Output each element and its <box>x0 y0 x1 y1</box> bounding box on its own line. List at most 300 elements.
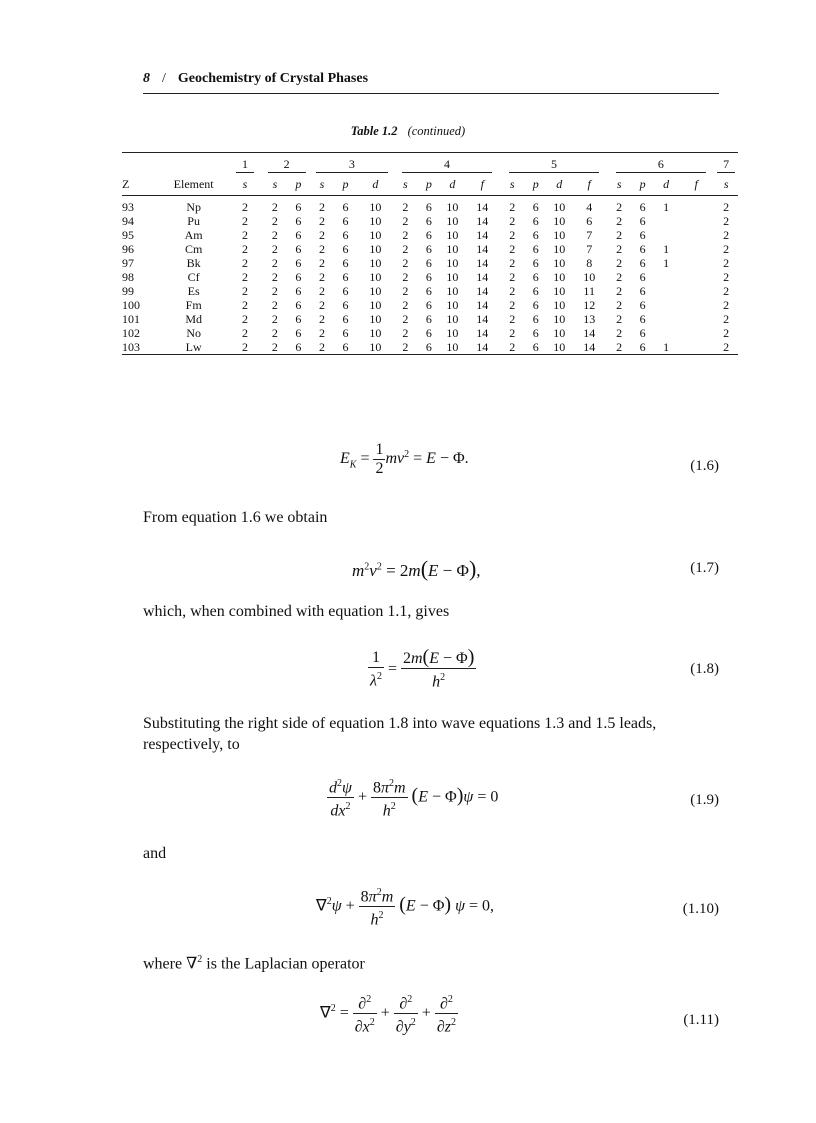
electron-count-cell: 2 <box>509 298 516 312</box>
electron-count-cell: 6 <box>295 298 302 312</box>
electron-count-cell: 2 <box>402 284 409 298</box>
electron-count-cell: 2 <box>723 270 730 284</box>
shell-header-row <box>122 153 738 173</box>
equation-1-10: ∇$^2$ψ + $\frac{8\pi^2m}{h^2}$ (E − Φ) ψ = 0, <box>316 884 494 930</box>
electron-count-cell: 6 <box>532 340 539 354</box>
electron-count-cell: 2 <box>509 312 516 326</box>
electron-count-cell: 2 <box>402 270 409 284</box>
electron-count-cell: 14 <box>476 256 489 270</box>
table-row <box>122 242 738 256</box>
electron-count-cell: 2 <box>271 298 278 312</box>
electron-count-cell: 6 <box>425 284 432 298</box>
electron-count-cell: 2 <box>723 228 730 242</box>
electron-count-cell: 14 <box>476 284 489 298</box>
element-cell: No <box>186 326 201 340</box>
paragraph-text: where ∇ <box>143 955 198 973</box>
orbital-label: f <box>480 177 484 191</box>
orbital-label: d <box>449 177 456 191</box>
electron-count-cell: 10 <box>446 256 459 270</box>
electron-count-cell: 2 <box>402 228 409 242</box>
table-row <box>122 340 738 355</box>
table-body <box>122 200 738 355</box>
orbital-label: d <box>372 177 379 191</box>
atomic-number-cell: 98 <box>122 270 134 284</box>
electron-count-cell: 1 <box>663 256 670 270</box>
electron-count-cell: 2 <box>616 326 623 340</box>
electron-count-cell <box>678 340 714 355</box>
equation-number: (1.7) <box>690 560 719 576</box>
equation-1-9: $\frac{d^2\psi}{dx^2}$ + $\frac{8\pi^2m}{h^2}$ (E − Φ)ψ = 0 <box>327 775 498 821</box>
electron-count-cell: 2 <box>616 298 623 312</box>
element-cell: Es <box>187 284 200 298</box>
electron-count-cell: 2 <box>509 214 516 228</box>
electron-count-cell: 6 <box>639 200 646 214</box>
electron-count-cell: 2 <box>318 298 325 312</box>
orbital-label: p <box>532 177 539 191</box>
electron-count-cell <box>678 270 714 284</box>
electron-count-cell: 14 <box>476 326 489 340</box>
electron-count-cell: 6 <box>425 228 432 242</box>
shell-label: 1 <box>236 157 254 173</box>
element-cell: Cf <box>187 270 200 284</box>
header-separator: / <box>162 71 166 86</box>
orbital-label: s <box>723 177 729 191</box>
element-cell: Fm <box>185 298 202 312</box>
electron-count-cell: 6 <box>295 228 302 242</box>
electron-count-cell: 10 <box>553 270 566 284</box>
electron-count-cell: 2 <box>723 298 730 312</box>
atomic-number-cell: 100 <box>122 298 140 312</box>
orbital-label: s <box>509 177 515 191</box>
electron-count-cell: 2 <box>241 270 248 284</box>
electron-count-cell <box>654 326 678 340</box>
electron-count-cell: 2 <box>616 200 623 214</box>
electron-count-cell: 6 <box>639 270 646 284</box>
electron-count-cell: 7 <box>586 228 593 242</box>
electron-count-cell <box>678 326 714 340</box>
electron-count-cell: 10 <box>369 242 382 256</box>
electron-count-cell <box>678 312 714 326</box>
electron-count-cell: 2 <box>509 340 516 354</box>
electron-count-cell: 6 <box>342 256 349 270</box>
electron-count-cell: 6 <box>532 228 539 242</box>
electron-count-cell: 2 <box>723 284 730 298</box>
electron-count-cell: 1 <box>663 200 670 214</box>
electron-count-cell: 2 <box>241 214 248 228</box>
electron-count-cell: 6 <box>342 214 349 228</box>
electron-count-cell: 2 <box>616 270 623 284</box>
electron-count-cell <box>678 284 714 298</box>
electron-count-cell: 6 <box>639 228 646 242</box>
electron-count-cell: 6 <box>295 242 302 256</box>
orbital-label: p <box>639 177 646 191</box>
electron-count-cell: 2 <box>616 284 623 298</box>
electron-count-cell: 2 <box>271 270 278 284</box>
electron-count-cell: 6 <box>295 340 302 354</box>
atomic-number-cell: 102 <box>122 326 140 340</box>
electron-count-cell <box>654 214 678 228</box>
electron-count-cell: 2 <box>616 242 623 256</box>
electron-count-cell <box>678 228 714 242</box>
equation-1-11: ∇$^2$ = $\frac{\partial^2}{\partial x^2}$ + $\frac{\partial^2}{\partial y^2}$ + $\frac{\partial^2}{\partial z^2}$ <box>320 991 458 1037</box>
electron-count-cell: 2 <box>616 214 623 228</box>
electron-count-cell <box>678 256 714 270</box>
electron-count-cell: 2 <box>616 312 623 326</box>
electron-count-cell: 6 <box>342 200 349 214</box>
electron-count-cell: 10 <box>369 270 382 284</box>
electron-count-cell: 6 <box>342 340 349 354</box>
electron-count-cell: 6 <box>425 270 432 284</box>
equation-1-6: $E_K$ = $\frac{1}{2}$ $mv^2 = E - \Phi$. <box>340 441 469 477</box>
atomic-number-cell: 103 <box>122 340 140 354</box>
electron-count-cell: 10 <box>369 228 382 242</box>
electron-count-cell: 6 <box>342 312 349 326</box>
electron-count-cell: 10 <box>553 200 566 214</box>
orbital-label: s <box>319 177 325 191</box>
electron-count-cell: 2 <box>723 340 730 354</box>
electron-count-cell: 2 <box>271 312 278 326</box>
electron-count-cell: 10 <box>446 242 459 256</box>
col-z-header: Z <box>122 177 130 191</box>
orbital-label: d <box>556 177 563 191</box>
table-row <box>122 298 738 312</box>
element-cell: Cm <box>184 242 203 256</box>
electron-count-cell: 6 <box>425 312 432 326</box>
equation-1-8: $\frac{1}{\lambda^2}$ = $\frac{2m(E - \Phi)}{h^2}$ <box>370 646 475 691</box>
electron-count-cell: 1 <box>663 340 670 354</box>
electron-count-cell: 10 <box>446 270 459 284</box>
electron-count-cell <box>654 228 678 242</box>
atomic-number-cell: 97 <box>122 256 134 270</box>
electron-count-cell: 2 <box>271 200 278 214</box>
equation-number: (1.8) <box>690 661 719 677</box>
electron-count-cell: 2 <box>402 312 409 326</box>
electron-count-cell: 2 <box>509 200 516 214</box>
orbital-header-row <box>122 173 738 196</box>
table-caption <box>0 124 816 139</box>
electron-count-cell: 6 <box>342 326 349 340</box>
electron-count-cell: 6 <box>342 270 349 284</box>
electron-count-cell: 6 <box>532 312 539 326</box>
electron-count-cell: 10 <box>553 312 566 326</box>
electron-count-cell: 10 <box>369 312 382 326</box>
electron-count-cell: 2 <box>241 340 248 354</box>
element-cell: Md <box>185 312 202 326</box>
electron-count-cell: 2 <box>241 284 248 298</box>
electron-count-cell: 6 <box>295 256 302 270</box>
electron-count-cell: 14 <box>476 228 489 242</box>
electron-configuration-table <box>122 152 738 355</box>
col-element-header: Element <box>173 177 214 191</box>
electron-count-cell: 2 <box>318 340 325 354</box>
electron-count-cell: 6 <box>532 298 539 312</box>
electron-count-cell: 14 <box>476 200 489 214</box>
electron-count-cell: 6 <box>532 214 539 228</box>
atomic-number-cell: 93 <box>122 200 134 214</box>
electron-count-cell: 10 <box>446 312 459 326</box>
element-cell: Lw <box>185 340 202 354</box>
electron-count-cell: 6 <box>532 256 539 270</box>
electron-count-cell: 10 <box>553 242 566 256</box>
electron-count-cell: 2 <box>318 228 325 242</box>
electron-count-cell: 2 <box>271 214 278 228</box>
orbital-label: p <box>295 177 302 191</box>
electron-count-cell: 2 <box>723 242 730 256</box>
paragraph-text: is the Laplacian operator <box>202 955 365 973</box>
electron-count-cell: 2 <box>318 326 325 340</box>
electron-count-cell: 10 <box>446 284 459 298</box>
electron-count-cell <box>654 312 678 326</box>
electron-count-cell: 14 <box>476 270 489 284</box>
paragraph <box>143 949 719 974</box>
electron-count-cell: 6 <box>295 326 302 340</box>
electron-count-cell: 10 <box>553 214 566 228</box>
electron-count-cell: 2 <box>318 242 325 256</box>
electron-count-cell: 7 <box>586 242 593 256</box>
electron-count-cell <box>678 200 714 214</box>
electron-count-cell: 10 <box>553 326 566 340</box>
electron-count-cell: 6 <box>342 298 349 312</box>
electron-count-cell: 14 <box>583 340 596 354</box>
table-row <box>122 326 738 340</box>
electron-count-cell: 2 <box>509 270 516 284</box>
electron-count-cell: 10 <box>446 214 459 228</box>
table-row <box>122 284 738 298</box>
electron-count-cell <box>654 284 678 298</box>
electron-count-cell: 2 <box>616 228 623 242</box>
electron-count-cell: 2 <box>271 284 278 298</box>
electron-count-cell <box>654 270 678 284</box>
table-row <box>122 312 738 326</box>
electron-count-cell: 2 <box>723 326 730 340</box>
electron-count-cell: 2 <box>723 214 730 228</box>
electron-count-cell: 2 <box>402 214 409 228</box>
orbital-label: s <box>272 177 278 191</box>
electron-count-cell: 10 <box>369 256 382 270</box>
electron-count-cell: 4 <box>586 200 593 214</box>
electron-count-cell: 2 <box>318 200 325 214</box>
electron-count-cell: 2 <box>509 284 516 298</box>
electron-count-cell: 2 <box>723 312 730 326</box>
electron-count-cell: 2 <box>509 326 516 340</box>
paragraph: and <box>143 845 167 862</box>
electron-count-cell: 2 <box>616 256 623 270</box>
equation-number: (1.6) <box>690 458 719 474</box>
electron-count-cell: 6 <box>586 214 593 228</box>
table-row <box>122 270 738 284</box>
electron-count-cell: 10 <box>369 298 382 312</box>
electron-count-cell: 2 <box>402 340 409 354</box>
electron-count-cell: 6 <box>639 312 646 326</box>
electron-count-cell: 12 <box>583 298 596 312</box>
electron-count-cell: 10 <box>553 340 566 354</box>
electron-count-cell: 2 <box>402 298 409 312</box>
atomic-number-cell: 96 <box>122 242 134 256</box>
electron-count-cell: 2 <box>318 284 325 298</box>
electron-count-cell: 14 <box>476 298 489 312</box>
electron-count-cell: 11 <box>583 284 595 298</box>
electron-count-cell: 2 <box>509 256 516 270</box>
electron-count-cell: 2 <box>318 312 325 326</box>
equation-number: (1.9) <box>690 792 719 808</box>
electron-count-cell: 10 <box>369 340 382 354</box>
electron-count-cell: 6 <box>425 200 432 214</box>
orbital-label: p <box>425 177 432 191</box>
electron-count-cell: 2 <box>318 270 325 284</box>
electron-count-cell: 10 <box>446 340 459 354</box>
orbital-label: p <box>342 177 349 191</box>
paragraph: From equation 1.6 we obtain <box>143 509 328 526</box>
header-rule <box>143 93 719 94</box>
electron-count-cell: 10 <box>446 326 459 340</box>
atomic-number-cell: 101 <box>122 312 140 326</box>
shell-label: 2 <box>268 157 306 173</box>
electron-count-cell: 6 <box>425 256 432 270</box>
electron-count-cell: 8 <box>586 256 593 270</box>
electron-count-cell: 6 <box>425 214 432 228</box>
electron-count-cell: 6 <box>425 340 432 354</box>
orbital-label: s <box>403 177 408 191</box>
electron-count-cell: 10 <box>446 200 459 214</box>
electron-count-cell: 10 <box>369 326 382 340</box>
electron-count-cell: 14 <box>476 312 489 326</box>
element-cell: Np <box>186 200 201 214</box>
electron-count-cell: 2 <box>271 242 278 256</box>
electron-count-cell: 6 <box>639 242 646 256</box>
shell-label: 4 <box>402 157 492 173</box>
orbital-label: s <box>242 177 248 191</box>
electron-count-cell: 2 <box>271 228 278 242</box>
electron-count-cell: 6 <box>532 200 539 214</box>
electron-count-cell: 6 <box>295 270 302 284</box>
table-row <box>122 214 738 228</box>
electron-count-cell: 2 <box>318 214 325 228</box>
electron-count-cell: 10 <box>446 298 459 312</box>
electron-count-cell: 2 <box>402 200 409 214</box>
electron-count-cell: 10 <box>553 284 566 298</box>
electron-count-cell: 14 <box>476 214 489 228</box>
electron-count-cell: 2 <box>723 200 730 214</box>
shell-label: 7 <box>717 157 735 173</box>
electron-count-cell: 10 <box>553 298 566 312</box>
table-row <box>122 228 738 242</box>
electron-count-cell: 10 <box>369 284 382 298</box>
electron-count-cell: 6 <box>532 284 539 298</box>
electron-count-cell: 6 <box>295 284 302 298</box>
electron-count-cell <box>654 298 678 312</box>
electron-count-cell: 2 <box>241 256 248 270</box>
electron-count-cell: 6 <box>295 214 302 228</box>
electron-count-cell: 13 <box>583 312 596 326</box>
equation-number: (1.11) <box>683 1012 719 1028</box>
atomic-number-cell: 94 <box>122 214 134 228</box>
electron-count-cell: 2 <box>318 256 325 270</box>
table-row <box>122 200 738 214</box>
electron-count-cell: 10 <box>553 228 566 242</box>
running-title: Geochemistry of Crystal Phases <box>177 71 369 86</box>
electron-count-cell: 14 <box>476 242 489 256</box>
orbital-label: f <box>694 177 698 191</box>
electron-count-cell: 2 <box>271 340 278 354</box>
equation-number: (1.10) <box>682 901 719 917</box>
running-header <box>143 71 368 87</box>
shell-label: 5 <box>509 157 599 173</box>
electron-count-cell: 6 <box>342 242 349 256</box>
electron-count-cell: 2 <box>241 312 248 326</box>
table-label: Table 1.2 <box>350 124 398 138</box>
electron-count-cell: 2 <box>509 242 516 256</box>
electron-count-cell <box>678 214 714 228</box>
element-cell: Bk <box>186 256 201 270</box>
electron-count-cell: 2 <box>241 242 248 256</box>
electron-count-cell <box>678 242 714 256</box>
electron-count-cell: 2 <box>509 228 516 242</box>
electron-count-cell: 2 <box>241 200 248 214</box>
electron-count-cell: 2 <box>402 256 409 270</box>
electron-count-cell: 10 <box>369 200 382 214</box>
page-number: 8 <box>143 71 150 86</box>
electron-count-cell: 6 <box>639 326 646 340</box>
electron-count-cell: 6 <box>425 242 432 256</box>
electron-count-cell: 2 <box>616 340 623 354</box>
electron-count-cell: 6 <box>639 284 646 298</box>
superscript: 2 <box>197 954 203 965</box>
electron-count-cell: 10 <box>369 214 382 228</box>
paragraph: which, when combined with equation 1.1, gives <box>143 603 450 620</box>
electron-count-cell: 6 <box>342 228 349 242</box>
electron-count-cell: 14 <box>583 326 596 340</box>
electron-count-cell <box>678 298 714 312</box>
shell-label: 3 <box>316 157 388 173</box>
electron-count-cell: 6 <box>295 312 302 326</box>
table-continued: (continued) <box>407 124 466 138</box>
equation-1-7: $m^2v^2 = 2m(E - \Phi)$, <box>352 556 481 581</box>
electron-count-cell: 6 <box>639 340 646 354</box>
orbital-label: s <box>616 177 622 191</box>
electron-count-cell: 2 <box>241 326 248 340</box>
electron-count-cell: 10 <box>553 256 566 270</box>
electron-count-cell: 6 <box>532 326 539 340</box>
element-cell: Am <box>184 228 203 242</box>
electron-count-cell: 1 <box>663 242 670 256</box>
electron-count-cell: 6 <box>639 214 646 228</box>
paragraph: Substituting the right side of equation 1.8 into wave equations 1.3 and 1.5 leads, respectively, to <box>143 715 657 753</box>
electron-count-cell: 10 <box>583 270 596 284</box>
element-cell: Pu <box>187 214 200 228</box>
orbital-label: f <box>587 177 591 191</box>
orbital-label: d <box>663 177 670 191</box>
electron-count-cell: 6 <box>639 298 646 312</box>
electron-count-cell: 6 <box>532 242 539 256</box>
electron-count-cell: 2 <box>402 242 409 256</box>
electron-count-cell: 14 <box>476 340 489 354</box>
electron-count-cell: 2 <box>402 326 409 340</box>
electron-count-cell: 10 <box>446 228 459 242</box>
shell-label: 6 <box>616 157 706 173</box>
electron-count-cell: 6 <box>425 326 432 340</box>
electron-count-cell: 2 <box>241 298 248 312</box>
electron-count-cell: 2 <box>241 228 248 242</box>
electron-count-cell: 6 <box>532 270 539 284</box>
electron-count-cell: 2 <box>271 326 278 340</box>
table-row <box>122 256 738 270</box>
electron-count-cell: 6 <box>342 284 349 298</box>
atomic-number-cell: 95 <box>122 228 134 242</box>
electron-count-cell: 6 <box>639 256 646 270</box>
electron-count-cell: 6 <box>425 298 432 312</box>
electron-count-cell: 6 <box>295 200 302 214</box>
atomic-number-cell: 99 <box>122 284 134 298</box>
